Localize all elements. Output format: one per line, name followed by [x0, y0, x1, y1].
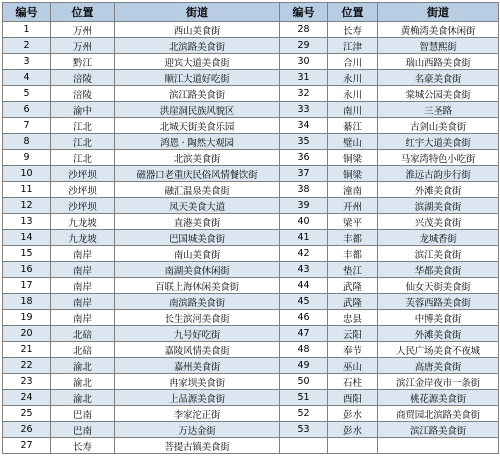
header-number: 编号: [280, 3, 328, 22]
cell-street: 洪崖洞民族风貌区: [115, 102, 280, 118]
cell-number: 47: [280, 326, 328, 342]
cell-location: 梁平: [328, 214, 378, 230]
cell-number: 6: [3, 102, 51, 118]
cell-location: 渝中: [51, 102, 115, 118]
cell-street: 北滨路美食街: [115, 38, 280, 54]
cell-number: 31: [280, 70, 328, 86]
cell-number: 37: [280, 166, 328, 182]
cell-location: 奉节: [328, 342, 378, 358]
cell-street: 九号好吃街: [115, 326, 280, 342]
cell-location: 万州: [51, 38, 115, 54]
cell-location: 长寿: [51, 438, 115, 454]
cell-number: 18: [3, 294, 51, 310]
cell-street: 滨江路美食街: [378, 422, 499, 438]
table-body: [3, 22, 499, 454]
cell-street: 外滩美食街: [378, 182, 499, 198]
cell-number: 20: [3, 326, 51, 342]
table-row: [3, 326, 499, 342]
cell-street: 上品源美食街: [115, 390, 280, 406]
cell-location: 巴南: [51, 422, 115, 438]
cell-number: 22: [3, 358, 51, 374]
cell-street: 人民广场美食不夜城: [378, 342, 499, 358]
cell-location: 铜梁: [328, 150, 378, 166]
cell-number: 26: [3, 422, 51, 438]
cell-street: 滨江美食街: [378, 246, 499, 262]
cell-location: 开州: [328, 198, 378, 214]
cell-location: 永川: [328, 86, 378, 102]
cell-street: 凤天美食大道: [115, 198, 280, 214]
table-row: [3, 262, 499, 278]
cell-street: 迎宾大道美食街: [115, 54, 280, 70]
cell-location: 江北: [51, 118, 115, 134]
table-row: [3, 406, 499, 422]
cell-number: 27: [3, 438, 51, 454]
cell-number: 1: [3, 22, 51, 38]
table-row: [3, 54, 499, 70]
cell-location: 彭水: [328, 422, 378, 438]
cell-location: 巫山: [328, 358, 378, 374]
table-row: [3, 150, 499, 166]
cell-location: 渝北: [51, 390, 115, 406]
table-row: [3, 246, 499, 262]
cell-location: 忠县: [328, 310, 378, 326]
table-row: [3, 358, 499, 374]
cell-location: 合川: [328, 54, 378, 70]
cell-number: 44: [280, 278, 328, 294]
header-number: 编号: [3, 3, 51, 22]
cell-number: 3: [3, 54, 51, 70]
cell-street: 巴国城美食街: [115, 230, 280, 246]
cell-number: 29: [280, 38, 328, 54]
cell-location: 渝北: [51, 374, 115, 390]
cell-location: 涪陵: [51, 70, 115, 86]
cell-location: 彭水: [328, 406, 378, 422]
table-row: [3, 214, 499, 230]
cell-location: 沙坪坝: [51, 166, 115, 182]
table-row: [3, 118, 499, 134]
cell-street: 万达金街: [115, 422, 280, 438]
table-row: [3, 230, 499, 246]
table-row: [3, 22, 499, 38]
cell-street: 黄桷湾美食休闲街: [378, 22, 499, 38]
cell-street: 仙女天街美食街: [378, 278, 499, 294]
cell-location: 南岸: [51, 262, 115, 278]
cell-location: 江北: [51, 134, 115, 150]
cell-street: 嘉州美食街: [115, 358, 280, 374]
cell-number: 45: [280, 294, 328, 310]
cell-street: 芙蓉西路美食街: [378, 294, 499, 310]
cell-street: 冉家坝美食街: [115, 374, 280, 390]
cell-number: 15: [3, 246, 51, 262]
cell-street: 百联上海休闲美食街: [115, 278, 280, 294]
table-header-row: [3, 3, 499, 22]
cell-street: 棠城公园美食街: [378, 86, 499, 102]
cell-street: 融汇温泉美食街: [115, 182, 280, 198]
cell-street: 三圣路: [378, 102, 499, 118]
cell-location: 石柱: [328, 374, 378, 390]
table-row: [3, 278, 499, 294]
cell-location: 渝北: [51, 358, 115, 374]
table-row: [3, 182, 499, 198]
cell-location: 酉阳: [328, 390, 378, 406]
cell-street: 嘉陵风情美食街: [115, 342, 280, 358]
cell-location: 江北: [51, 150, 115, 166]
cell-street: 南滨路美食街: [115, 294, 280, 310]
cell-street: 兴茂美食街: [378, 214, 499, 230]
cell-number: 39: [280, 198, 328, 214]
cell-number: 46: [280, 310, 328, 326]
cell-location: 南岸: [51, 310, 115, 326]
cell-number: 48: [280, 342, 328, 358]
cell-number: 24: [3, 390, 51, 406]
table-row: [3, 70, 499, 86]
table-row: [3, 134, 499, 150]
table-row: [3, 102, 499, 118]
cell-street: 西山美食街: [115, 22, 280, 38]
cell-number: 53: [280, 422, 328, 438]
cell-location: 丰都: [328, 230, 378, 246]
cell-number: 36: [280, 150, 328, 166]
cell-location: 北碚: [51, 326, 115, 342]
cell-street: 北滨美食街: [115, 150, 280, 166]
cell-street: 长生滨河美食街: [115, 310, 280, 326]
cell-street: 名豪美食街: [378, 70, 499, 86]
table-row: [3, 166, 499, 182]
cell-street: 商贸园北滨路美食街: [378, 406, 499, 422]
cell-location: 北碚: [51, 342, 115, 358]
cell-street: 外滩美食街: [378, 326, 499, 342]
cell-number: 21: [3, 342, 51, 358]
cell-number: [280, 438, 328, 454]
cell-number: 32: [280, 86, 328, 102]
cell-number: 8: [3, 134, 51, 150]
table-row: [3, 422, 499, 438]
cell-location: 江津: [328, 38, 378, 54]
cell-number: 25: [3, 406, 51, 422]
cell-location: 綦江: [328, 118, 378, 134]
cell-number: 35: [280, 134, 328, 150]
cell-location: 武隆: [328, 278, 378, 294]
cell-street: 古剑山美食街: [378, 118, 499, 134]
cell-street: 南湖美食休闲街: [115, 262, 280, 278]
header-street: 街道: [115, 3, 280, 22]
table-row: [3, 86, 499, 102]
cell-number: 12: [3, 198, 51, 214]
cell-street: 瑞山西路美食街: [378, 54, 499, 70]
cell-number: 49: [280, 358, 328, 374]
cell-street: 华都美食街: [378, 262, 499, 278]
cell-street: 直港美食街: [115, 214, 280, 230]
cell-location: 南岸: [51, 294, 115, 310]
cell-location: 垫江: [328, 262, 378, 278]
data-table-container: [2, 2, 498, 454]
cell-number: 51: [280, 390, 328, 406]
header-location: 位置: [51, 3, 115, 22]
cell-number: 41: [280, 230, 328, 246]
cell-number: 43: [280, 262, 328, 278]
table-row: [3, 294, 499, 310]
cell-location: [328, 438, 378, 454]
cell-number: 42: [280, 246, 328, 262]
cell-number: 10: [3, 166, 51, 182]
cell-location: 涪陵: [51, 86, 115, 102]
cell-street: 马家湾特色小吃街: [378, 150, 499, 166]
food-street-table: [2, 2, 499, 454]
cell-location: 万州: [51, 22, 115, 38]
cell-street: 鸿恩 · 陶然大观园: [115, 134, 280, 150]
cell-location: 潼南: [328, 182, 378, 198]
cell-street: 南山美食街: [115, 246, 280, 262]
cell-number: 28: [280, 22, 328, 38]
table-row: [3, 438, 499, 454]
cell-number: 34: [280, 118, 328, 134]
cell-location: 丰都: [328, 246, 378, 262]
cell-location: 长寿: [328, 22, 378, 38]
cell-street: 智慧熙街: [378, 38, 499, 54]
table-row: [3, 390, 499, 406]
cell-location: 南岸: [51, 246, 115, 262]
cell-number: 5: [3, 86, 51, 102]
cell-number: 40: [280, 214, 328, 230]
cell-street: 龙城香街: [378, 230, 499, 246]
cell-number: 13: [3, 214, 51, 230]
cell-number: 9: [3, 150, 51, 166]
cell-location: 璧山: [328, 134, 378, 150]
cell-number: 50: [280, 374, 328, 390]
cell-location: 武隆: [328, 294, 378, 310]
cell-location: 南川: [328, 102, 378, 118]
cell-street: 桃花源美食街: [378, 390, 499, 406]
cell-street: 磁器口老重庆民俗风情餐饮街: [115, 166, 280, 182]
cell-location: 巴南: [51, 406, 115, 422]
cell-street: 滨江金岸夜市一条街: [378, 374, 499, 390]
cell-street: 顺江大道好吃街: [115, 70, 280, 86]
cell-number: 7: [3, 118, 51, 134]
header-location: 位置: [328, 3, 378, 22]
cell-number: 23: [3, 374, 51, 390]
cell-street: 滨湖美食街: [378, 198, 499, 214]
table-row: [3, 374, 499, 390]
cell-number: 19: [3, 310, 51, 326]
cell-location: 沙坪坝: [51, 198, 115, 214]
cell-location: 黔江: [51, 54, 115, 70]
cell-location: 沙坪坝: [51, 182, 115, 198]
cell-number: 16: [3, 262, 51, 278]
table-row: [3, 38, 499, 54]
cell-street: [378, 438, 499, 454]
cell-location: 云阳: [328, 326, 378, 342]
cell-number: 38: [280, 182, 328, 198]
cell-street: 红宇大道美食街: [378, 134, 499, 150]
cell-number: 4: [3, 70, 51, 86]
cell-location: 九龙坡: [51, 214, 115, 230]
header-street: 街道: [378, 3, 499, 22]
cell-number: 17: [3, 278, 51, 294]
cell-street: 北城天街美食乐园: [115, 118, 280, 134]
cell-location: 九龙坡: [51, 230, 115, 246]
cell-street: 淮远古韵步行街: [378, 166, 499, 182]
cell-number: 30: [280, 54, 328, 70]
cell-number: 11: [3, 182, 51, 198]
cell-street: 滨江路美食街: [115, 86, 280, 102]
cell-street: 李家沱正街: [115, 406, 280, 422]
table-row: [3, 198, 499, 214]
table-row: [3, 342, 499, 358]
cell-number: 14: [3, 230, 51, 246]
cell-street: 中博美食街: [378, 310, 499, 326]
cell-number: 2: [3, 38, 51, 54]
cell-number: 52: [280, 406, 328, 422]
cell-location: 铜梁: [328, 166, 378, 182]
cell-street: 菩提古镇美食街: [115, 438, 280, 454]
cell-number: 33: [280, 102, 328, 118]
cell-location: 永川: [328, 70, 378, 86]
table-row: [3, 310, 499, 326]
cell-location: 南岸: [51, 278, 115, 294]
cell-street: 高唐美食街: [378, 358, 499, 374]
